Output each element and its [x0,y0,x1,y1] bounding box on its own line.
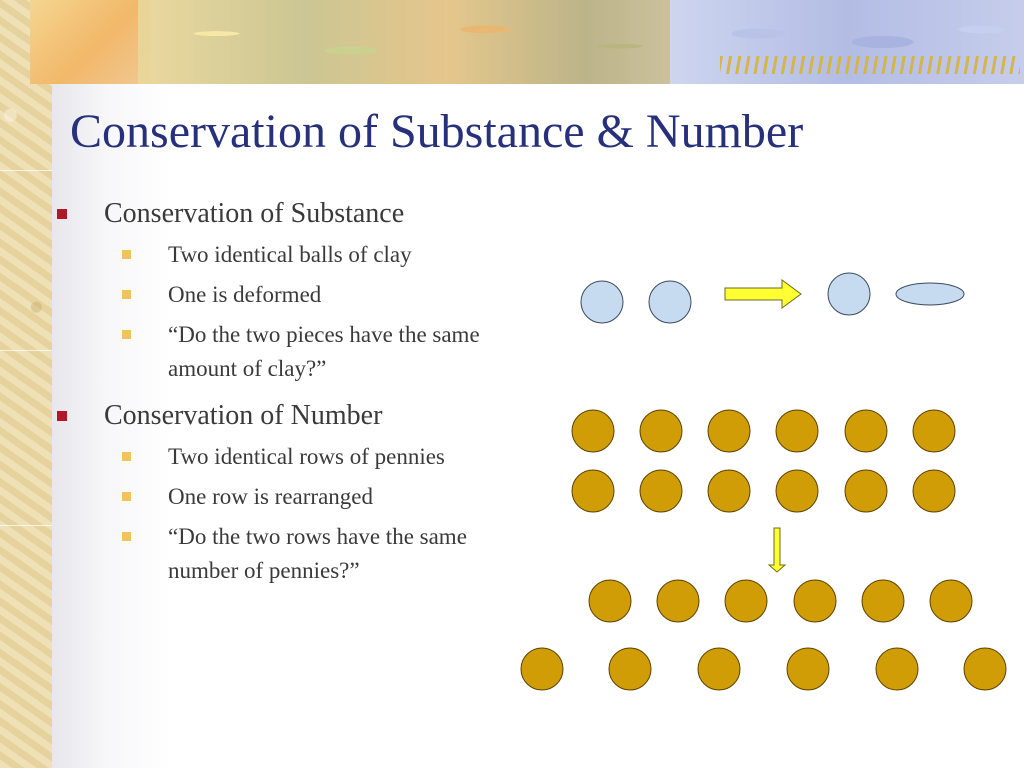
penny-row-before-2 [572,470,955,512]
penny [876,648,918,690]
penny [913,410,955,452]
clay-ball [581,281,623,323]
penny [794,580,836,622]
sub-bullet-text: “Do the two rows have the same number of pennies?” [168,524,467,583]
sub-bullet-text: Two identical rows of pennies [168,444,445,469]
clay-ball [828,273,870,315]
penny [521,648,563,690]
penny [845,470,887,512]
penny [862,580,904,622]
sub-bullet-text: “Do the two pieces have the same amount of clay?” [168,322,480,381]
penny [572,470,614,512]
penny [609,648,651,690]
penny [708,410,750,452]
penny [787,648,829,690]
penny [572,410,614,452]
penny [657,580,699,622]
penny [964,648,1006,690]
sub-bullet-text: One is deformed [168,282,322,307]
penny [930,580,972,622]
clay-ball [649,281,691,323]
penny-row-after-1 [589,580,972,622]
down-arrow-icon [769,528,785,572]
penny [698,648,740,690]
penny [725,580,767,622]
sub-bullet-text: Two identical balls of clay [168,242,412,267]
penny [913,470,955,512]
penny [776,470,818,512]
penny-row-before-1 [572,410,955,452]
sub-bullet-text: One row is rearranged [168,484,373,509]
penny [640,470,682,512]
slide-title: Conservation of Substance & Number [70,105,804,158]
clay-flattened [896,283,964,305]
penny [708,470,750,512]
penny [640,410,682,452]
penny [776,410,818,452]
penny [845,410,887,452]
right-arrow-icon [725,280,801,308]
penny [589,580,631,622]
penny-row-after-2 [521,648,1006,690]
bullet-text: Conservation of Number [104,400,383,431]
bullet-text: Conservation of Substance [104,198,405,229]
